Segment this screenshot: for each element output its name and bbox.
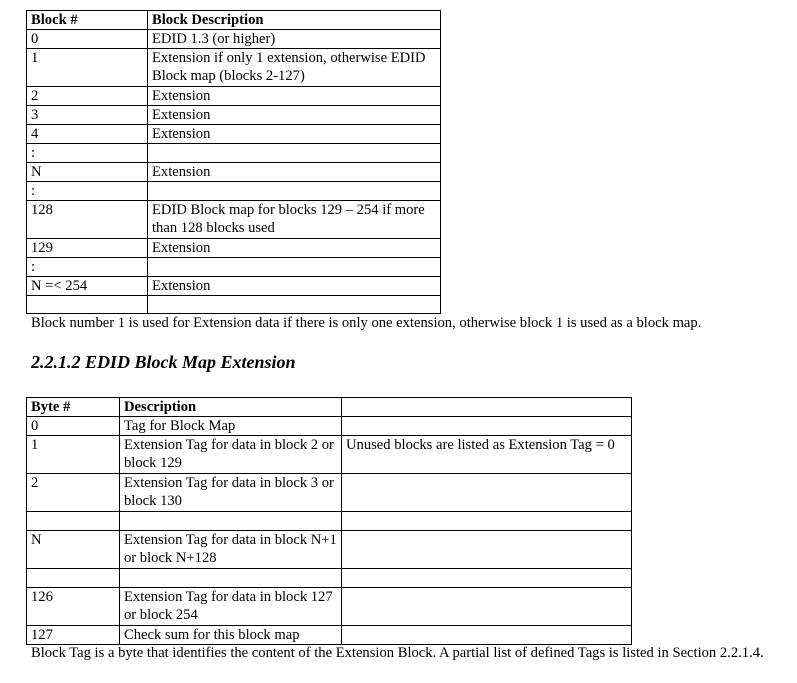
section-heading: 2.2.1.2 EDID Block Map Extension bbox=[31, 352, 296, 372]
table-row bbox=[27, 531, 632, 569]
block-description: Extension bbox=[148, 163, 441, 182]
block-description: Extension bbox=[148, 239, 441, 258]
byte-note bbox=[342, 474, 632, 512]
byte-note bbox=[342, 512, 632, 531]
byte-note: Unused blocks are listed as Extension Tag = 0 bbox=[342, 436, 632, 474]
byte-number: 0 bbox=[27, 417, 120, 436]
block-number: : bbox=[27, 144, 148, 163]
block-description: EDID 1.3 (or higher) bbox=[148, 30, 441, 49]
table-row bbox=[27, 258, 441, 277]
table-row bbox=[27, 512, 632, 531]
byte-note bbox=[342, 531, 632, 569]
table-row bbox=[27, 87, 441, 106]
block-description: Extension bbox=[148, 106, 441, 125]
block-number: 3 bbox=[27, 106, 148, 125]
byte-number bbox=[27, 512, 120, 531]
block-description: Extension if only 1 extension, otherwise EDID Block map (blocks 2-127) bbox=[148, 49, 441, 87]
block-tag-note: Block Tag is a byte that identifies the content of the Extension Block. A partial list of defined Tags is listed in Section 2.2.1.4. bbox=[31, 645, 764, 661]
block-description bbox=[148, 182, 441, 201]
table-row bbox=[27, 569, 632, 588]
block-number: 1 bbox=[27, 49, 148, 87]
table-header-row bbox=[27, 11, 441, 30]
byte-description bbox=[120, 512, 342, 531]
block-number: 128 bbox=[27, 201, 148, 239]
table-row bbox=[27, 125, 441, 144]
block-number bbox=[27, 296, 148, 314]
block-description: Extension bbox=[148, 125, 441, 144]
byte-number: N bbox=[27, 531, 120, 569]
table-row bbox=[27, 296, 441, 314]
header-block-description: Block Description bbox=[148, 11, 441, 30]
byte-number bbox=[27, 569, 120, 588]
table-row bbox=[27, 239, 441, 258]
table-row bbox=[27, 417, 632, 436]
block-description bbox=[148, 258, 441, 277]
block-description: EDID Block map for blocks 129 – 254 if more than 128 blocks used bbox=[148, 201, 441, 239]
byte-description: Extension Tag for data in block 127 or block 254 bbox=[120, 588, 342, 626]
byte-number: 127 bbox=[27, 626, 120, 645]
table-row bbox=[27, 588, 632, 626]
byte-description: Extension Tag for data in block N+1 or block N+128 bbox=[120, 531, 342, 569]
table-row bbox=[27, 106, 441, 125]
block-description bbox=[148, 296, 441, 314]
block-layout-table bbox=[26, 10, 441, 314]
block-number: 2 bbox=[27, 87, 148, 106]
block-number-note: Block number 1 is used for Extension data if there is only one extension, otherwise block 1 is used as a block map. bbox=[31, 315, 702, 331]
table-row bbox=[27, 144, 441, 163]
byte-number: 1 bbox=[27, 436, 120, 474]
block-description: Extension bbox=[148, 277, 441, 296]
byte-description: Extension Tag for data in block 2 or block 129 bbox=[120, 436, 342, 474]
table-row bbox=[27, 626, 632, 645]
block-number: 4 bbox=[27, 125, 148, 144]
byte-description: Tag for Block Map bbox=[120, 417, 342, 436]
block-map-table bbox=[26, 397, 632, 645]
byte-note bbox=[342, 417, 632, 436]
header-byte-number: Byte # bbox=[27, 398, 120, 417]
table-row bbox=[27, 163, 441, 182]
byte-note bbox=[342, 588, 632, 626]
table-row bbox=[27, 277, 441, 296]
header-block-number: Block # bbox=[27, 11, 148, 30]
byte-description: Extension Tag for data in block 3 or block 130 bbox=[120, 474, 342, 512]
header-description: Description bbox=[120, 398, 342, 417]
table-row bbox=[27, 201, 441, 239]
table-row bbox=[27, 182, 441, 201]
table-row bbox=[27, 474, 632, 512]
byte-note bbox=[342, 626, 632, 645]
table-header-row bbox=[27, 398, 632, 417]
block-description bbox=[148, 144, 441, 163]
block-number: : bbox=[27, 258, 148, 277]
byte-description bbox=[120, 569, 342, 588]
block-number: N bbox=[27, 163, 148, 182]
header-note bbox=[342, 398, 632, 417]
block-number: N =< 254 bbox=[27, 277, 148, 296]
byte-description: Check sum for this block map bbox=[120, 626, 342, 645]
byte-number: 126 bbox=[27, 588, 120, 626]
table-row bbox=[27, 30, 441, 49]
byte-number: 2 bbox=[27, 474, 120, 512]
block-number: 0 bbox=[27, 30, 148, 49]
table-row bbox=[27, 49, 441, 87]
byte-note bbox=[342, 569, 632, 588]
block-number: : bbox=[27, 182, 148, 201]
block-description: Extension bbox=[148, 87, 441, 106]
block-number: 129 bbox=[27, 239, 148, 258]
table-row bbox=[27, 436, 632, 474]
